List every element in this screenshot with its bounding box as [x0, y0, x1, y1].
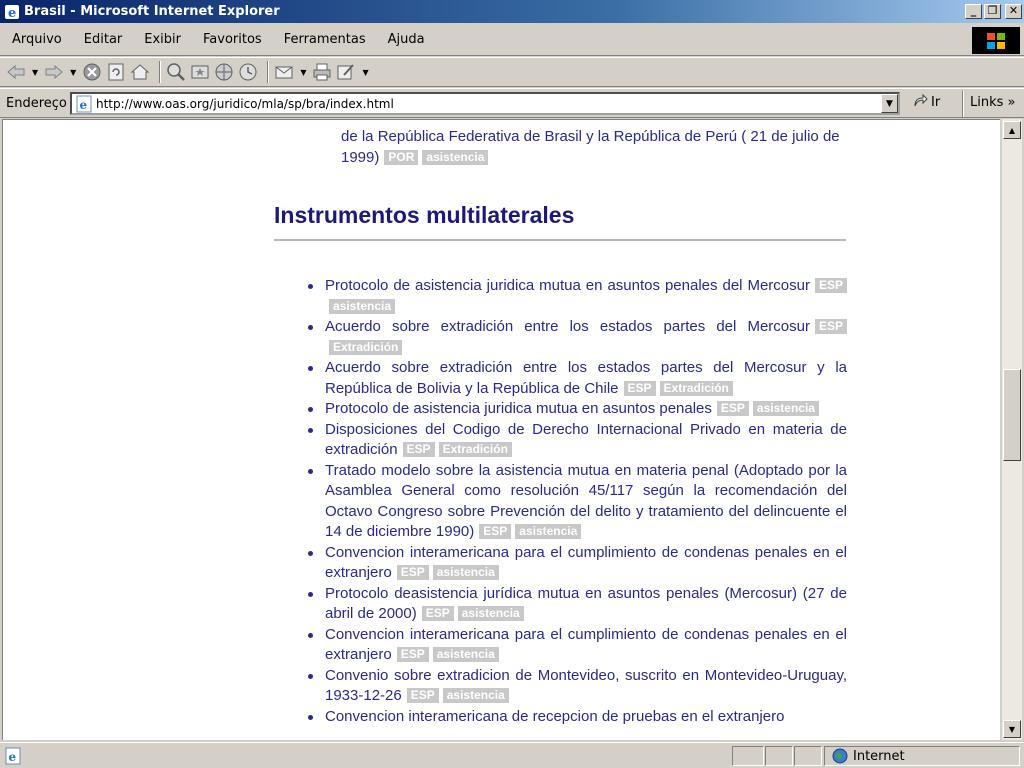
tag-language[interactable]: ESP: [479, 524, 511, 539]
instrument-link[interactable]: Convencion interamericana para el cumplimiento de condenas penales en el extranjero: [325, 625, 847, 663]
page-status-icon: [4, 747, 22, 765]
edit-dropdown-icon[interactable]: ▼: [362, 67, 369, 77]
instrument-link[interactable]: Tratado modelo sobre la asistencia mutua en materia penal (Adoptado por la Asamblea General como resolución 45/117 según la recomendación del Octavo Congreso sobre Prevención del delito y tratamiento del delincuente el 14 de diciembre 1990): [325, 461, 847, 540]
maximize-button[interactable]: ❐: [984, 4, 1001, 19]
list-item: [303, 461, 847, 543]
ie-logo-icon: [4, 4, 20, 20]
zone-label: Internet: [853, 748, 905, 764]
tag-language[interactable]: ESP: [407, 688, 439, 703]
tag-language[interactable]: ESP: [422, 606, 454, 621]
instrument-link[interactable]: Convencion interamericana para el cumplimiento de condenas penales en el extranjero: [325, 543, 847, 581]
go-arrow-icon: [912, 94, 928, 110]
security-zone: [832, 748, 905, 764]
tag-language[interactable]: ESP: [397, 647, 429, 662]
vertical-scrollbar[interactable]: [1001, 119, 1022, 740]
stop-icon[interactable]: [82, 60, 102, 84]
tag-category[interactable]: asistencia: [753, 401, 819, 416]
links-toolbar[interactable]: [970, 95, 1016, 110]
address-box[interactable]: [70, 92, 900, 115]
previous-list-item[interactable]: [341, 127, 851, 168]
tag-category[interactable]: Extradición: [660, 381, 733, 396]
ie-page-icon: [75, 95, 93, 113]
tag-language[interactable]: ESP: [397, 565, 429, 580]
svg-text:e: e: [8, 5, 17, 20]
print-icon[interactable]: [312, 60, 332, 84]
edit-icon[interactable]: [336, 60, 356, 84]
instruments-list: [303, 276, 847, 727]
scroll-thumb[interactable]: [1003, 369, 1021, 461]
list-item: [303, 543, 847, 584]
forward-dropdown-icon[interactable]: ▼: [70, 67, 77, 77]
list-item: [303, 317, 847, 358]
minimize-button[interactable]: _: [965, 4, 982, 19]
tag-category[interactable]: asistencia: [458, 606, 524, 621]
address-dropdown-icon[interactable]: ▼: [881, 94, 898, 113]
instrument-link[interactable]: Acuerdo sobre extradición entre los estados partes del Mercosur y la República de Bolivia y la República de Chile: [325, 359, 847, 397]
address-input[interactable]: [96, 97, 881, 111]
go-button[interactable]: [912, 94, 940, 110]
standard-toolbar: [0, 57, 1024, 87]
instrument-link[interactable]: Disposiciones del Codigo de Derecho Internacional Privado en materia de extradición: [325, 420, 847, 458]
tag-language[interactable]: ESP: [815, 319, 847, 334]
section-divider: [274, 239, 846, 241]
tag-category[interactable]: Extradición: [329, 340, 402, 355]
tag-category[interactable]: asistencia: [329, 299, 395, 314]
tag-language[interactable]: ESP: [403, 442, 435, 457]
list-item: [303, 707, 847, 728]
svg-text:e: e: [8, 750, 17, 764]
instrument-link[interactable]: Protocolo de asistencia juridica mutua en asuntos penales: [325, 400, 712, 417]
list-item: [303, 666, 847, 707]
tag-language[interactable]: ESP: [717, 401, 749, 416]
instrument-link[interactable]: Convencion interamericana de recepcion de pruebas en el extranjero: [325, 707, 785, 725]
tag-category[interactable]: Extradición: [439, 442, 512, 457]
close-button[interactable]: ✕: [1005, 4, 1022, 19]
scroll-up-icon[interactable]: ▲: [1003, 121, 1021, 139]
menu-editar[interactable]: Editar: [83, 32, 123, 47]
svg-text:e: e: [79, 97, 88, 112]
address-label: Endereço: [6, 95, 67, 111]
tag-category[interactable]: asistencia: [443, 688, 509, 703]
refresh-icon[interactable]: [106, 60, 126, 84]
favorites-icon[interactable]: [190, 60, 210, 84]
windows-logo-icon: [972, 27, 1020, 54]
tag-language[interactable]: ESP: [815, 278, 847, 293]
tag-category[interactable]: asistencia: [515, 524, 581, 539]
menu-ajuda[interactable]: Ajuda: [387, 32, 425, 47]
menu-favoritos[interactable]: Favoritos: [203, 32, 262, 47]
links-chevron-icon: »: [1007, 95, 1016, 110]
status-cell-1: [732, 746, 764, 766]
title-bar: [0, 0, 1024, 23]
list-item: [303, 399, 847, 420]
mail-dropdown-icon[interactable]: ▼: [300, 67, 307, 77]
media-icon[interactable]: [214, 60, 234, 84]
page-content: [2, 119, 1000, 740]
list-item: [303, 584, 847, 625]
history-icon[interactable]: [238, 60, 258, 84]
menu-bar: [0, 24, 1024, 56]
instrument-link[interactable]: Acuerdo sobre extradición entre los estados partes del Mercosur: [325, 318, 810, 335]
mail-icon[interactable]: [274, 60, 294, 84]
list-item: [303, 420, 847, 461]
back-icon[interactable]: [6, 60, 26, 84]
go-label: Ir: [931, 94, 941, 110]
search-icon[interactable]: [166, 60, 186, 84]
forward-icon[interactable]: [44, 60, 64, 84]
links-label: Links: [970, 95, 1004, 110]
window-title: Brasil - Microsoft Internet Explorer: [24, 4, 280, 19]
status-bar: [0, 742, 1024, 768]
tag-language[interactable]: POR: [384, 150, 418, 165]
address-bar: [0, 88, 1024, 118]
instrument-link[interactable]: Protocolo de asistencia juridica mutua en asuntos penales del Mercosur: [325, 277, 810, 294]
back-dropdown-icon[interactable]: ▼: [32, 67, 39, 77]
section-title: Instrumentos multilaterales: [274, 202, 575, 228]
tag-category[interactable]: asistencia: [422, 150, 488, 165]
tag-language[interactable]: ESP: [624, 381, 656, 396]
list-item: [303, 358, 847, 399]
globe-icon: [832, 748, 848, 764]
menu-ferramentas[interactable]: Ferramentas: [283, 32, 366, 47]
tag-category[interactable]: asistencia: [433, 647, 499, 662]
scroll-down-icon[interactable]: ▼: [1003, 720, 1021, 738]
previous-item-text[interactable]: de la República Federativa de Brasil y la República de Perú ( 21 de julio de 1999): [341, 128, 840, 166]
home-icon[interactable]: [130, 60, 150, 84]
list-item: [303, 276, 847, 317]
status-cell-2: [765, 746, 793, 766]
list-item: [303, 625, 847, 666]
menu-arquivo[interactable]: Arquivo: [12, 32, 62, 47]
status-cell-3: [794, 746, 822, 766]
menu-exibir[interactable]: Exibir: [144, 32, 181, 47]
instrument-link[interactable]: Protocolo deasistencia jurídica mutua en asuntos penales (Mercosur) (27 de abril de 2000): [325, 584, 847, 622]
instrument-link[interactable]: Convenio sobre extradicion de Montevideo, suscrito en Montevideo-Uruguay, 1933-12-26: [325, 666, 847, 704]
tag-category[interactable]: asistencia: [433, 565, 499, 580]
